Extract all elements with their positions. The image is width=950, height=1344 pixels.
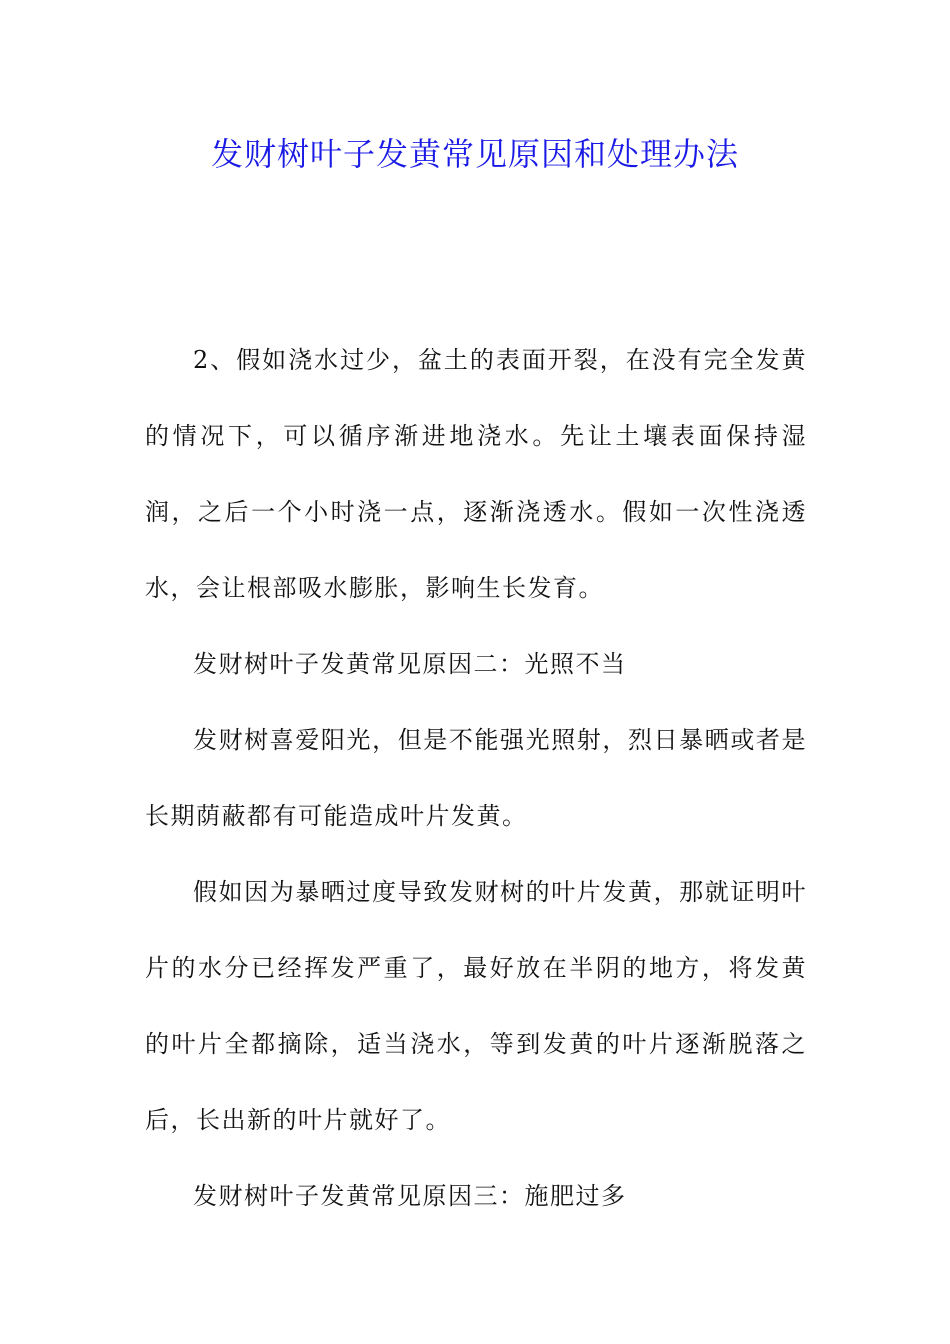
paragraph-light: 发财树喜爱阳光，但是不能强光照射，烈日暴晒或者是长期荫蔽都有可能造成叶片发黄。 xyxy=(145,726,807,830)
section-heading-light: 发财树叶子发黄常见原因二：光照不当 xyxy=(193,650,627,678)
section-heading-fertilizer: 发财树叶子发黄常见原因三：施肥过多 xyxy=(193,1182,627,1210)
document-title: 发财树叶子发黄常见原因和处理办法 xyxy=(210,135,739,173)
document-body xyxy=(145,322,807,1234)
paragraph-sunburn-remedy: 假如因为暴晒过度导致发财树的叶片发黄，那就证明叶片的水分已经挥发严重了，最好放在半阴的地方，将发黄的叶片全都摘除，适当浇水，等到发黄的叶片逐渐脱落之后，长出新的叶片就好了。 xyxy=(145,878,807,1134)
paragraph-watering: 2、假如浇水过少，盆土的表面开裂，在没有完全发黄的情况下，可以循序渐进地浇水。先让土壤表面保持湿润，之后一个小时浇一点，逐渐浇透水。假如一次性浇透水，会让根部吸水膨胀，影响生长发育。 xyxy=(145,346,807,602)
